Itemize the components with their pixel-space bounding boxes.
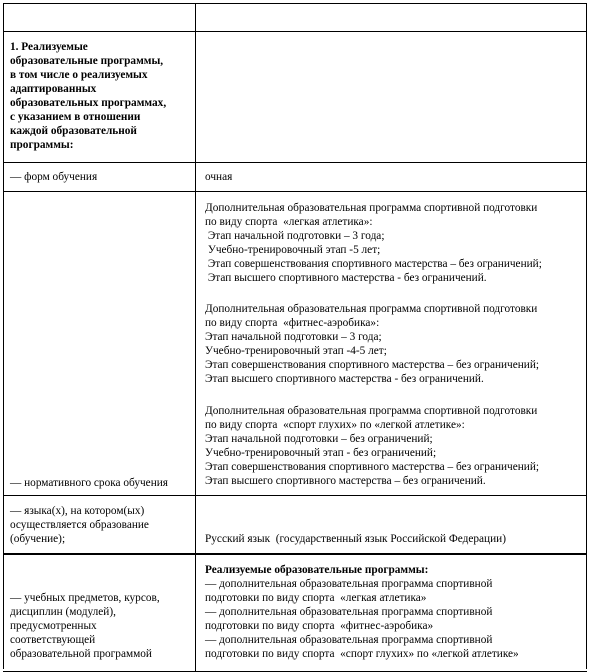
header-cell-1 bbox=[3, 4, 196, 32]
subjects-label-line: предусмотренных bbox=[10, 620, 97, 632]
subjects-value-cell bbox=[196, 555, 587, 671]
program2-line: Этап совершенствования спортивного мастерства – без ограничений; bbox=[205, 359, 540, 371]
section1-title-line: 1. Реализуемые bbox=[10, 41, 88, 53]
duration-label-cell bbox=[3, 192, 196, 496]
subjects-item-line: подготовки по виду спорта «фитнес-аэробика» bbox=[205, 620, 434, 632]
program3-line: Этап начальной подготовки – без ограничений; bbox=[205, 433, 433, 445]
form-label-cell bbox=[3, 163, 196, 192]
section1-title-line: с указанием в отношении bbox=[10, 111, 141, 123]
section1-title-cell bbox=[3, 32, 196, 163]
form-value-cell bbox=[196, 163, 587, 192]
program2-line: Этап начальной подготовки – 3 года; bbox=[205, 331, 382, 343]
language-label-line: осуществляется образование bbox=[10, 519, 149, 531]
duration-row bbox=[3, 191, 587, 496]
subjects-label-line: дисциплин (модулей), bbox=[10, 606, 116, 618]
form-label: — форм обучения bbox=[10, 171, 98, 183]
program3-line: Этап совершенствования спортивного мастерства – без ограничений; bbox=[205, 461, 540, 473]
table-header-row bbox=[3, 3, 587, 32]
form-row bbox=[3, 162, 587, 192]
program2-line: по виду спорта «фитнес-аэробика»: bbox=[205, 317, 380, 329]
language-row bbox=[3, 495, 587, 554]
program1-line: Этап высшего спортивного мастерства - без ограничений. bbox=[205, 272, 487, 284]
program1-line: Дополнительная образовательная программа спортивной подготовки bbox=[205, 202, 538, 214]
program1-line: по виду спорта «легкая атлетика»: bbox=[205, 216, 373, 228]
subjects-heading: Реализуемые образовательные программы: bbox=[205, 564, 429, 576]
section1-row bbox=[3, 31, 587, 163]
subjects-row bbox=[3, 553, 587, 672]
section1-value-cell bbox=[196, 32, 587, 163]
programs-table bbox=[3, 3, 587, 669]
subjects-label-line: образовательной программой bbox=[10, 648, 152, 660]
program3-line: Дополнительная образовательная программа спортивной подготовки bbox=[205, 405, 538, 417]
language-value: Русский язык (государственный язык Российской Федерации) bbox=[205, 533, 506, 545]
program3-line: Этап высшего спортивного мастерства – без ограничений. bbox=[205, 475, 486, 487]
program1-line: Учебно-тренировочный этап -5 лет; bbox=[205, 244, 381, 256]
subjects-label-cell bbox=[3, 555, 196, 671]
duration-value-cell bbox=[196, 192, 587, 496]
program1-line: Этап начальной подготовки – 3 года; bbox=[205, 230, 385, 242]
program1-line: Этап совершенствования спортивного мастерства – без ограничений; bbox=[205, 258, 542, 270]
section1-title-line: в том числе о реализуемых bbox=[10, 69, 148, 81]
section1-title-line: образовательные программы, bbox=[10, 55, 164, 67]
subjects-item-line: — дополнительная образовательная программа спортивной bbox=[205, 606, 493, 618]
program2-line: Дополнительная образовательная программа спортивной подготовки bbox=[205, 303, 538, 315]
language-label-line: (обучение); bbox=[10, 533, 66, 545]
subjects-label-line: соответствующей bbox=[10, 634, 96, 646]
duration-label: — нормативного срока обучения bbox=[10, 477, 168, 489]
section1-title-line: адаптированных bbox=[10, 83, 97, 95]
program3-line: по виду спорта «спорт глухих» по «легкой атлетике»: bbox=[205, 419, 465, 431]
section1-title-line: программы: bbox=[10, 139, 74, 151]
form-value: очная bbox=[205, 171, 233, 183]
section1-title-line: каждой образовательной bbox=[10, 125, 137, 137]
header-cell-2 bbox=[196, 4, 587, 32]
program2-line: Учебно-тренировочный этап -4-5 лет; bbox=[205, 345, 387, 357]
language-value-cell bbox=[196, 496, 587, 554]
subjects-item-line: подготовки по виду спорта «спорт глухих» по «легкой атлетике» bbox=[205, 648, 519, 660]
program2-line: Этап высшего спортивного мастерства - без ограничений. bbox=[205, 373, 484, 385]
program3-line: Учебно-тренировочный этап - без ограничений; bbox=[205, 447, 437, 459]
subjects-item-line: подготовки по виду спорта «легкая атлетика» bbox=[205, 592, 427, 604]
language-label-cell bbox=[3, 496, 196, 554]
section1-title-line: образовательных программах, bbox=[10, 97, 167, 109]
subjects-label-line: — учебных предметов, курсов, bbox=[10, 592, 160, 604]
subjects-item-line: — дополнительная образовательная программа спортивной bbox=[205, 634, 493, 646]
language-label-line: — языка(х), на котором(ых) bbox=[10, 505, 145, 517]
subjects-item-line: — дополнительная образовательная программа спортивной bbox=[205, 578, 493, 590]
